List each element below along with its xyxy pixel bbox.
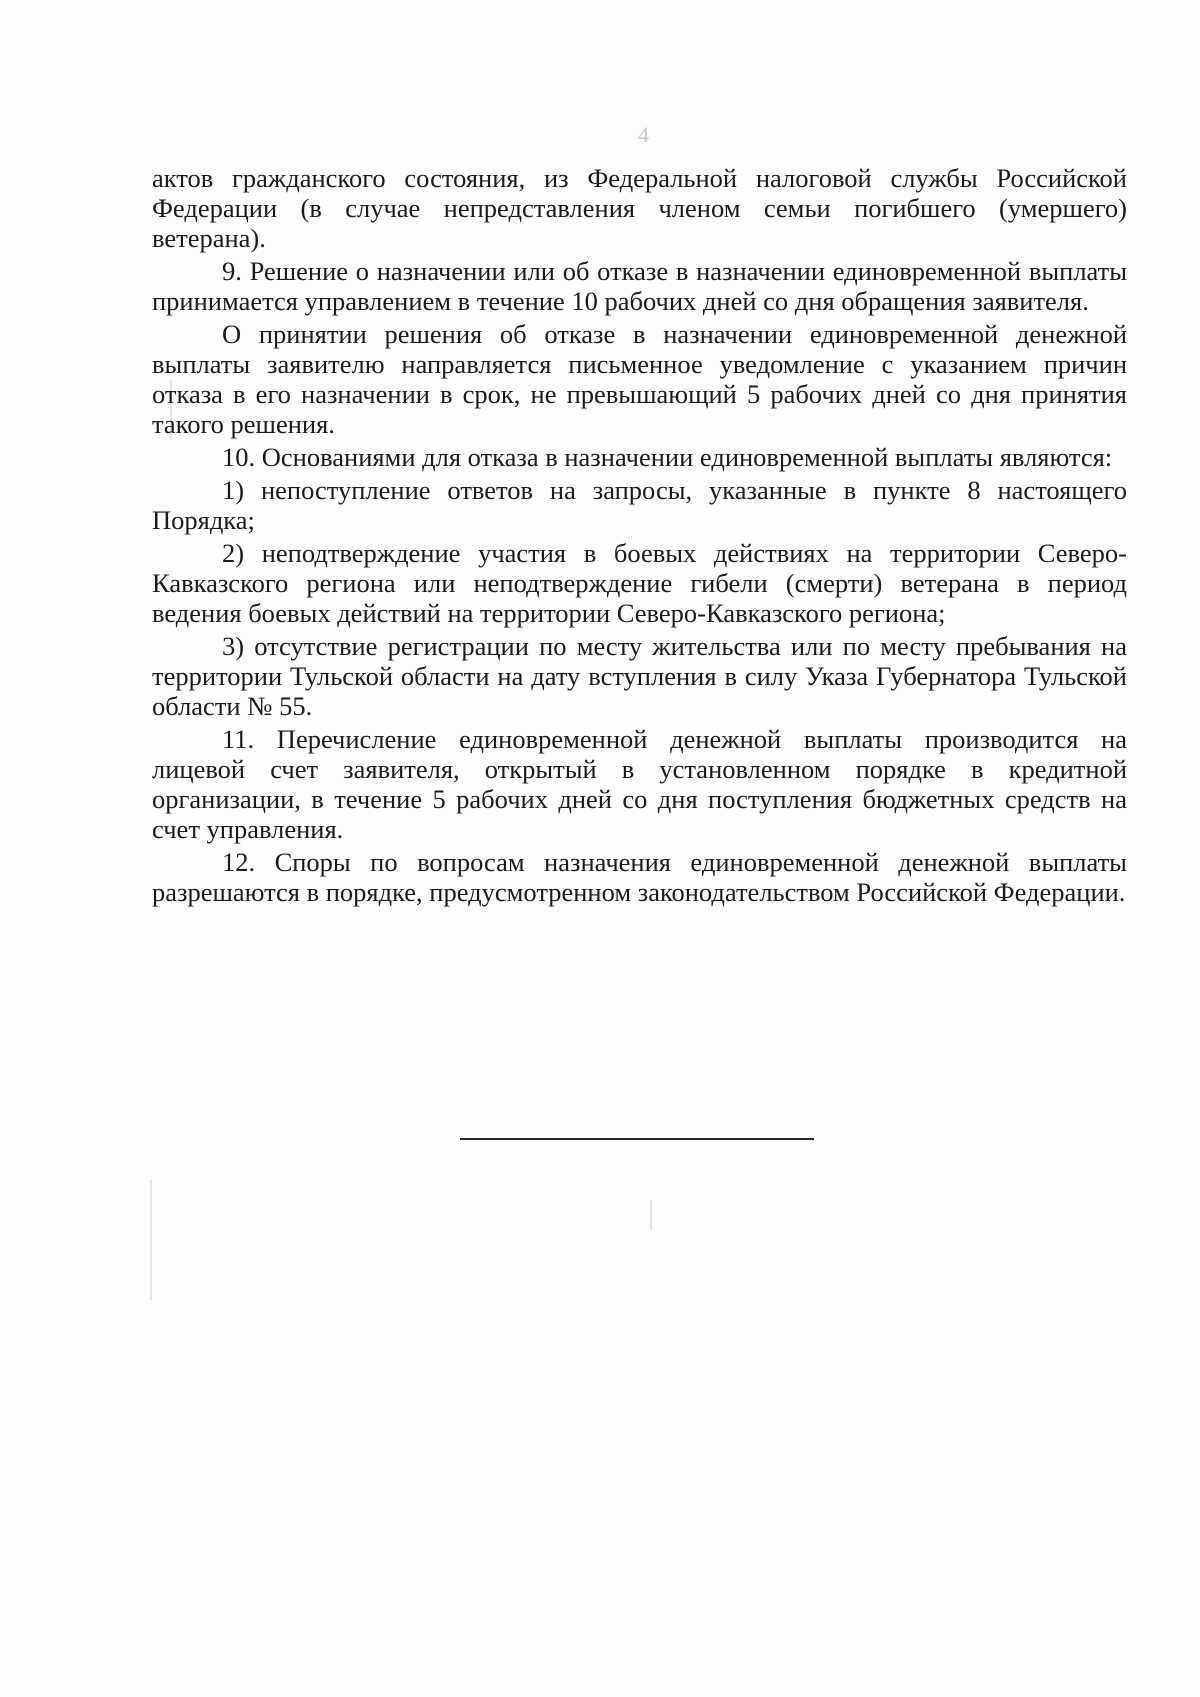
paragraph-item-11: 11. Перечисление единовременной денежной выплаты производится на лицевой счет заявителя, открытый в установленном порядке в кредитной организации, в течение 5 рабочих дней со дня поступления бюджетных средств на счет управления.	[152, 724, 1127, 844]
paragraph-subitem-1: 1) непоступление ответов на запросы, указанные в пункте 8 настоящего Порядка;	[152, 475, 1127, 535]
paragraph-subitem-3: 3) отсутствие регистрации по месту жительства или по месту пребывания на территории Тульской области на дату вступления в силу Указа Губернатора Тульской области № 55.	[152, 631, 1127, 721]
scan-artifact	[150, 1180, 152, 1300]
paragraph-subitem-2: 2) неподтверждение участия в боевых действиях на территории Северо-Кавказского региона или неподтверждение гибели (смерти) ветерана в период ведения боевых действий на территории Северо-Кавказского региона;	[152, 538, 1127, 628]
page-number: 4	[638, 122, 653, 147]
paragraph-item-12: 12. Споры по вопросам назначения единовременной денежной выплаты разрешаются в порядке, предусмотренном законодательством Российской Федерации.	[152, 847, 1127, 907]
paragraph-refusal-notice: О принятии решения об отказе в назначении единовременной денежной выплаты заявителю направляется письменное уведомление с указанием причин отказа в его назначении в срок, не превышающий 5 рабочих дней со дня принятия такого решения.	[152, 319, 1127, 439]
scan-artifact	[650, 1200, 652, 1230]
paragraph-continuation: актов гражданского состояния, из Федеральной налоговой службы Российской Федерации (в случае непредставления членом семьи погибшего (умершего) ветерана).	[152, 163, 1127, 253]
document-body	[152, 163, 1127, 910]
paragraph-item-9: 9. Решение о назначении или об отказе в назначении единовременной выплаты принимается управлением в течение 10 рабочих дней со дня обращения заявителя.	[152, 256, 1127, 316]
paragraph-item-10: 10. Основаниями для отказа в назначении единовременной выплаты являются:	[222, 442, 1113, 472]
end-of-document-rule	[460, 1138, 814, 1140]
